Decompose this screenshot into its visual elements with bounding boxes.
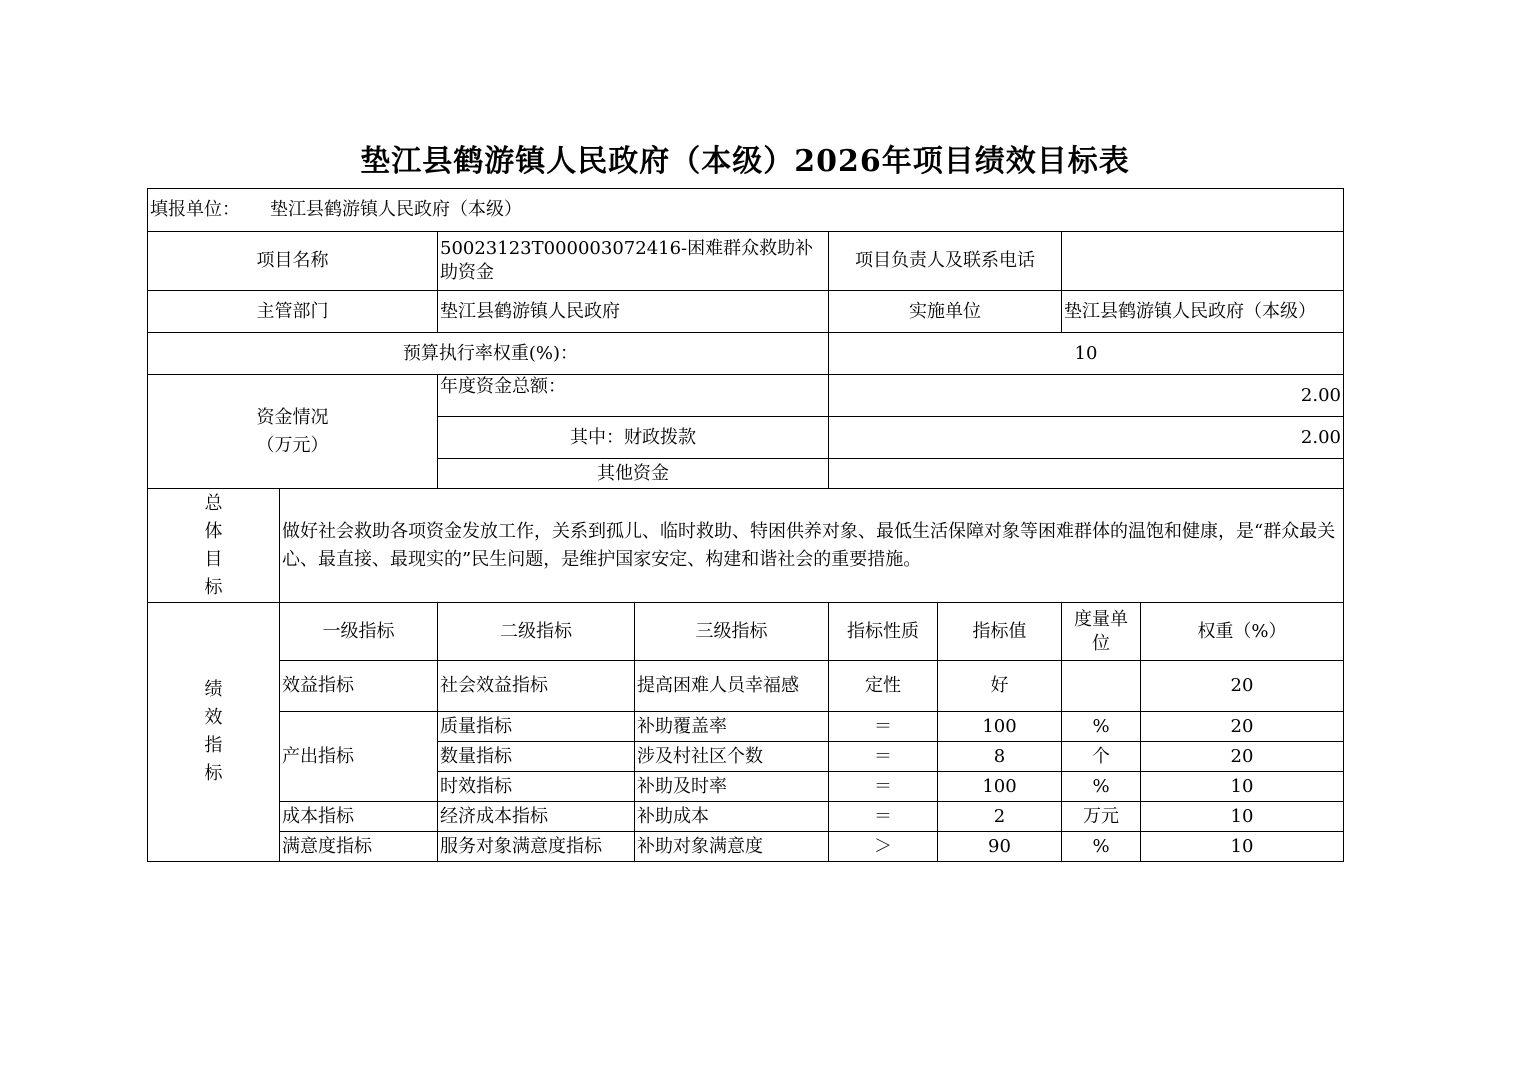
overall-goal-text: 做好社会救助各项资金发放工作，关系到孤儿、临时救助、特困供养对象、最低生活保障对象等困难群体的温饱和健康，是“群众最关心、最直接、最现实的”民生问题，是维护国家安定、构建和谐社会的重要措施。 bbox=[280, 489, 1344, 603]
indicator-value: 100 bbox=[938, 772, 1062, 802]
indicator-nature: 定性 bbox=[829, 661, 938, 712]
funds-total-label: 年度资金总额： bbox=[438, 375, 829, 417]
indicator-level2: 社会效益指标 bbox=[438, 661, 635, 712]
impl-label: 实施单位 bbox=[829, 291, 1062, 333]
indicator-unit: 万元 bbox=[1062, 802, 1141, 832]
indicator-weight: 20 bbox=[1141, 661, 1344, 712]
project-name-value: 50023123T000003072416-困难群众救助补助资金 bbox=[438, 232, 829, 291]
funds-other-value bbox=[829, 459, 1344, 489]
indicator-level3: 补助对象满意度 bbox=[635, 832, 829, 862]
indicator-label: 绩效指标 bbox=[204, 679, 223, 784]
indicator-level2: 时效指标 bbox=[438, 772, 635, 802]
indicator-value: 2 bbox=[938, 802, 1062, 832]
indicator-section bbox=[148, 603, 1344, 862]
project-name-row bbox=[148, 232, 1344, 291]
indicator-weight: 10 bbox=[1141, 772, 1344, 802]
indicator-weight: 10 bbox=[1141, 802, 1344, 832]
indicator-row bbox=[148, 832, 1344, 862]
project-contact-label: 项目负责人及联系电话 bbox=[829, 232, 1062, 291]
indicator-level3: 涉及村社区个数 bbox=[635, 742, 829, 772]
funds-fiscal-label: 其中：财政拨款 bbox=[438, 417, 829, 459]
impl-value: 垫江县鹤游镇人民政府（本级） bbox=[1062, 291, 1344, 333]
overall-goal-row bbox=[148, 489, 1344, 603]
page-title: 垫江县鹤游镇人民政府（本级）2026年项目绩效目标表 bbox=[360, 144, 1130, 179]
indicator-unit bbox=[1062, 661, 1141, 712]
header-level3: 三级指标 bbox=[635, 603, 829, 661]
indicator-value: 100 bbox=[938, 712, 1062, 742]
dept-value: 垫江县鹤游镇人民政府 bbox=[438, 291, 829, 333]
funds-fiscal-value: 2.00 bbox=[829, 417, 1344, 459]
overall-goal-label-cell bbox=[148, 489, 280, 603]
indicator-row bbox=[148, 661, 1344, 712]
department-row bbox=[148, 291, 1344, 333]
header-weight: 权重（%） bbox=[1141, 603, 1344, 661]
budget-weight-label: 预算执行率权重(%)： bbox=[148, 333, 829, 375]
funds-label-cell bbox=[148, 375, 438, 489]
funds-label: 资金情况（万元） bbox=[256, 406, 329, 456]
dept-label: 主管部门 bbox=[148, 291, 438, 333]
fill-unit-row bbox=[148, 189, 1344, 232]
header-nature: 指标性质 bbox=[829, 603, 938, 661]
indicator-value: 90 bbox=[938, 832, 1062, 862]
header-unit-text: 度量单位 bbox=[1074, 608, 1128, 654]
indicator-level1: 产出指标 bbox=[280, 712, 438, 802]
fill-unit-cell bbox=[148, 189, 1344, 232]
indicator-level2: 服务对象满意度指标 bbox=[438, 832, 635, 862]
indicator-unit: % bbox=[1062, 712, 1141, 742]
indicator-level1: 效益指标 bbox=[280, 661, 438, 712]
budget-weight-value: 10 bbox=[829, 333, 1344, 375]
indicator-unit: % bbox=[1062, 832, 1141, 862]
indicator-nature: ＝ bbox=[829, 772, 938, 802]
indicator-weight: 20 bbox=[1141, 742, 1344, 772]
indicator-level3: 补助成本 bbox=[635, 802, 829, 832]
header-level2: 二级指标 bbox=[438, 603, 635, 661]
indicator-row bbox=[148, 712, 1344, 742]
indicator-nature: ＞ bbox=[829, 832, 938, 862]
indicator-level1: 满意度指标 bbox=[280, 832, 438, 862]
fill-unit-label: 填报单位： bbox=[150, 199, 240, 220]
indicator-level3: 补助覆盖率 bbox=[635, 712, 829, 742]
project-name-label: 项目名称 bbox=[148, 232, 438, 291]
indicator-nature: ＝ bbox=[829, 712, 938, 742]
header-unit bbox=[1062, 603, 1141, 661]
overall-goal-label: 总体目标 bbox=[204, 492, 223, 598]
indicator-row bbox=[148, 802, 1344, 832]
performance-target-table bbox=[147, 188, 1344, 862]
header-value: 指标值 bbox=[938, 603, 1062, 661]
indicator-value: 好 bbox=[938, 661, 1062, 712]
funds-total-value: 2.00 bbox=[829, 375, 1344, 417]
indicator-weight: 10 bbox=[1141, 832, 1344, 862]
indicator-nature: ＝ bbox=[829, 742, 938, 772]
indicator-level1: 成本指标 bbox=[280, 802, 438, 832]
indicator-nature: ＝ bbox=[829, 802, 938, 832]
indicator-label-cell bbox=[148, 603, 280, 862]
funds-other-label: 其他资金 bbox=[438, 459, 829, 489]
fill-unit-value: 垫江县鹤游镇人民政府（本级） bbox=[270, 199, 522, 220]
indicator-level3: 补助及时率 bbox=[635, 772, 829, 802]
budget-weight-row bbox=[148, 333, 1344, 375]
indicator-value: 8 bbox=[938, 742, 1062, 772]
indicator-weight: 20 bbox=[1141, 712, 1344, 742]
indicator-unit: % bbox=[1062, 772, 1141, 802]
funds-total-row bbox=[148, 375, 1344, 417]
indicator-unit: 个 bbox=[1062, 742, 1141, 772]
indicator-level3: 提高困难人员幸福感 bbox=[635, 661, 829, 712]
indicator-level2: 经济成本指标 bbox=[438, 802, 635, 832]
indicator-level2: 数量指标 bbox=[438, 742, 635, 772]
indicator-level2: 质量指标 bbox=[438, 712, 635, 742]
indicator-header-row bbox=[148, 603, 1344, 661]
project-contact-value bbox=[1062, 232, 1344, 291]
header-level1: 一级指标 bbox=[280, 603, 438, 661]
